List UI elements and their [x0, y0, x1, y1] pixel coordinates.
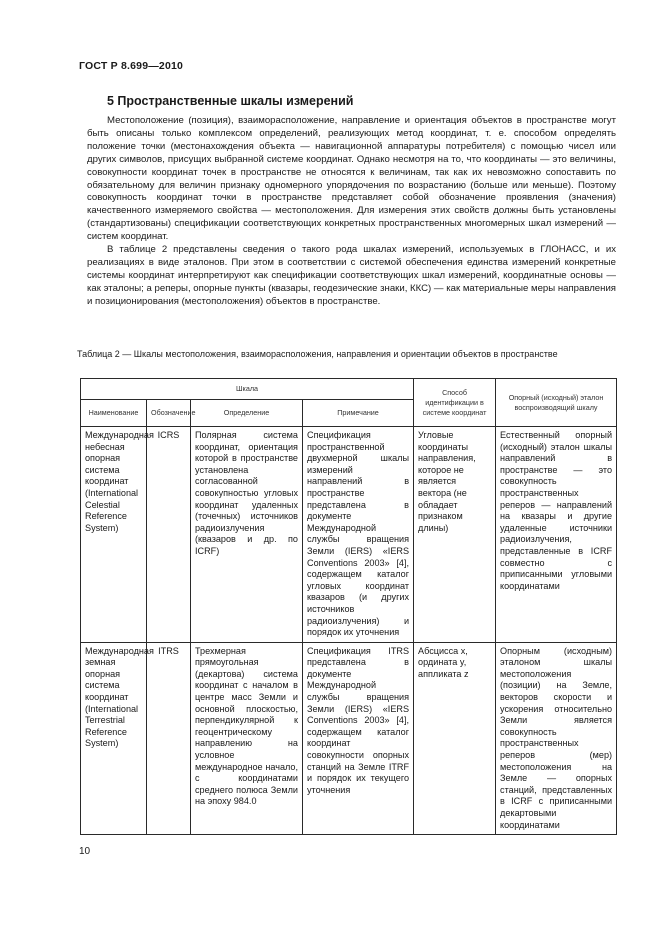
section-title: 5 Пространственные шкалы измерений — [107, 94, 354, 108]
header-designation: Обозначение — [147, 400, 191, 427]
paragraph: В таблице 2 представлены сведения о такого рода шкалах измерений, используемых в ГЛОНАСС, и их реализациях в виде эталонов. При этом в соответствии с системой обеспечения единства измерений конкретные системы координат интерпретируют как спецификации соответствующих шкал измерений, координатные основы — как эталоны; а реперы, опорные пункты (квазары, геодезические знаки, ККС) — как материальные меры направления и позиционирования (местоположения) объектов в пространстве. — [87, 244, 616, 307]
cell-definition: Полярная система координат, ориентация которой в пространстве установлена согласованной совокупностью угловых координат удаленных (точечных) источников радиоизлучения (квазаров и др. по ICRF) — [191, 427, 303, 643]
header-method: Способ идентификации в системе координат — [414, 379, 496, 427]
cell-method: Абсцисса x, ордината y, аппликата z — [414, 642, 496, 835]
table-caption: Таблица 2 — Шкалы местоположения, взаиморасположения, направления и ориентации объектов в пространстве — [77, 349, 558, 359]
table-row — [81, 427, 617, 643]
scales-table — [80, 378, 617, 835]
header-name: Наименование — [81, 400, 147, 427]
header-definition: Определение — [191, 400, 303, 427]
cell-name: Международная небесная опорная система координат (International Celestial Reference System) — [81, 427, 147, 643]
cell-note: Спецификация пространственной двухмерной шкалы измерений направлений в пространстве представлена в документе Международной службы вращения Земли (IERS) «IERS Conventions 2003» [4], содержащем каталог угловых координат квазаров (и других источников радиоизлучения) и порядок их уточнения — [303, 427, 414, 643]
cell-reference: Естественный опорный (исходный) эталон шкалы направлений в пространстве — это совокупность пространственных реперов — направлений на квазары и другие удаленные источники радиоизлучения, представленные в ICRF совместно с приписанными угловыми координатами — [496, 427, 617, 643]
cell-name: Международная земная опорная система координат (International Terrestrial Reference System) — [81, 642, 147, 835]
cell-definition: Трехмерная прямоугольная (декартова) система координат с началом в центре масс Земли и основной плоскостью, перпендикулярной к геоцентрическому направлению на условное международное начало, с координатами среднего полюса Земли на эпоху 984.0 — [191, 642, 303, 835]
header-note: Примечание — [303, 400, 414, 427]
cell-designation: ICRS — [147, 427, 191, 643]
document-id: ГОСТ Р 8.699—2010 — [79, 60, 184, 72]
table-row — [81, 642, 617, 835]
cell-method: Угловые координаты направления, которое не является вектора (не обладает признаком длины) — [414, 427, 496, 643]
cell-reference: Опорным (исходным) эталоном шкалы местоположения (позиции) на Земле, векторов скорости и ускорения относительно Земли является совокупность пространственных реперов (мер) местоположения на Земле — опорных станций, представленных в ICRF с приписанными декартовыми координатами — [496, 642, 617, 835]
table-header-row — [81, 379, 617, 400]
paragraph: Местоположение (позиция), взаиморасположение, направление и ориентация объектов в пространстве могут быть описаны только комплексом определений, реализующих метод координат, т. е. способом определять положение точки (местонахождения объекта — навигационной аппаратуры потребителя) с помощью чисел или других символов, присущих выбранной системе координат. Однако несмотря на то, что координаты — это величины, совокупности координат точек в пространстве не относятся к величинам, так как их невозможно сопоставить по обязательному для величин признаку одномерного упорядочения по возрастанию (больше или меньше). Поэтому совокупность координат точки в пространстве представляет собой обозначение проявления (значения) качественного измеряемого свойства — местоположения. Для измерения этих свойств должны быть установлены (стандартизованы) спецификации соответствующих конкретных пространственных многомерных шкал измерений — систем координат. — [87, 115, 616, 243]
header-scale: Шкала — [81, 379, 414, 400]
header-reference: Опорный (исходный) эталон воспроизводящий шкалу — [496, 379, 617, 427]
body-text — [87, 115, 616, 309]
cell-designation: ITRS — [147, 642, 191, 835]
cell-note: Спецификация ITRS представлена в документе Международной службы вращения Земли (IERS) «IERS Conventions 2003» [4], содержащем каталог координат совокупности опорных станций на Земле ITRF и порядок их текущего уточнения — [303, 642, 414, 835]
page-number: 10 — [79, 846, 91, 857]
